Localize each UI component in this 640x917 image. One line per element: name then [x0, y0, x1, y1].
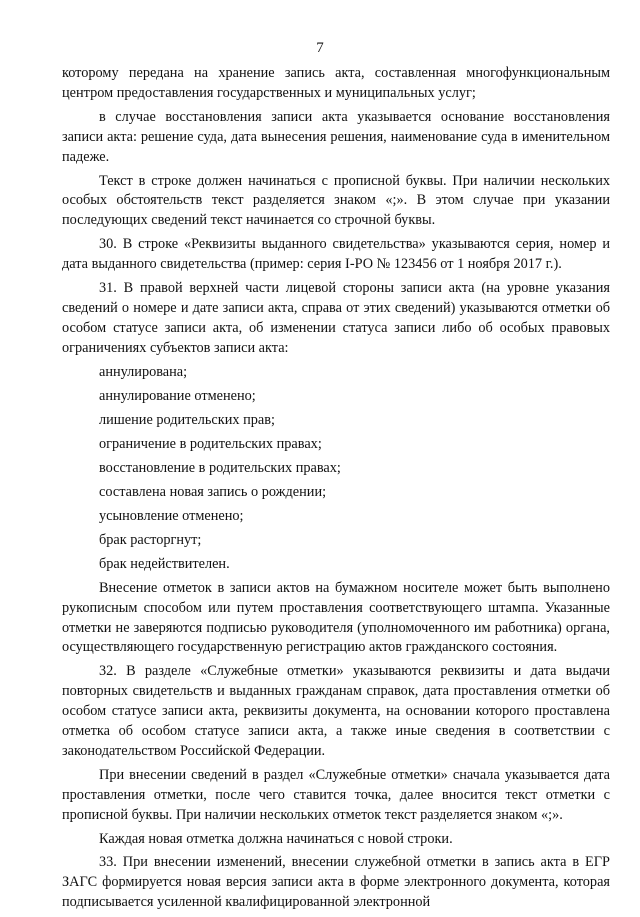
paragraph-item-33: 33. При внесении изменений, внесении служебной отметки в запись акта в ЕГР ЗАГС формируется новая версия записи акта в форме электронного документа, которая подписывается усиленной квалифицированной электронной [62, 854, 610, 911]
paragraph-item-31: 31. В правой верхней части лицевой стороны записи акта (на уровне указания сведений о номере и дате записи акта, справа от этих сведений) указываются отметки об особом статусе записи акта, об изменении статуса записи либо об особых правовых ограничениях субъектов записи акта: [62, 280, 610, 356]
list-item: восстановление в родительских правах; [99, 459, 341, 476]
list-item: ограничение в родительских правах; [99, 435, 322, 452]
list-item: брак расторгнут; [99, 531, 202, 548]
list-item: аннулирование отменено; [99, 387, 256, 404]
paragraph: Каждая новая отметка должна начинаться с новой строки. [99, 830, 453, 847]
paragraph: в случае восстановления записи акта указывается основание восстановления записи акта: решение суда, дата вынесения решения, наименование суда в именительном падеже. [62, 108, 610, 165]
list-item: аннулирована; [99, 363, 188, 380]
status-marks-list [62, 363, 610, 575]
list-item: составлена новая запись о рождении; [99, 483, 327, 500]
list-item: брак недействителен. [99, 555, 230, 572]
list-item: лишение родительских прав; [99, 411, 275, 428]
document-body [62, 64, 610, 917]
paragraph: При внесении сведений в раздел «Служебные отметки» сначала указывается дата проставления отметки, после чего ставится точка, далее вносится текст отметки с прописной буквы. При наличии нескольких отметок текст разделяется знаком «;». [62, 766, 610, 823]
page-number: 7 [316, 40, 324, 56]
paragraph: Текст в строке должен начинаться с прописной буквы. При наличии нескольких особых обстоятельств текст разделяется знаком «;». В этом случае при указании последующих сведений текст начинается со строчной буквы. [62, 172, 610, 229]
paragraph-item-30: 30. В строке «Реквизиты выданного свидетельства» указываются серия, номер и дата выданного свидетельства (пример: серия I-РО № 123456 от 1 ноября 2017 г.). [62, 236, 610, 273]
paragraph-item-32: 32. В разделе «Служебные отметки» указываются реквизиты и дата выдачи повторных свидетельств и выданных гражданам справок, дата проставления отметки об особом статусе записи акта, реквизиты документа, на основании которого проставлена отметка об особом статусе записи акта, а также иные сведения в соответствии с законодательством Российской Федерации. [62, 663, 610, 759]
paragraph: которому передана на хранение запись акта, составленная многофункциональным центром предоставления государственных и муниципальных услуг; [62, 65, 610, 101]
list-item: усыновление отменено; [99, 507, 244, 524]
paragraph: Внесение отметок в записи актов на бумажном носителе может быть выполнено рукописным способом или путем проставления соответствующего штампа. Указанные отметки не заверяются подписью руководителя (уполномоченного им работника) органа, осуществляющего государственную регистрацию актов гражданского состояния. [62, 579, 610, 656]
